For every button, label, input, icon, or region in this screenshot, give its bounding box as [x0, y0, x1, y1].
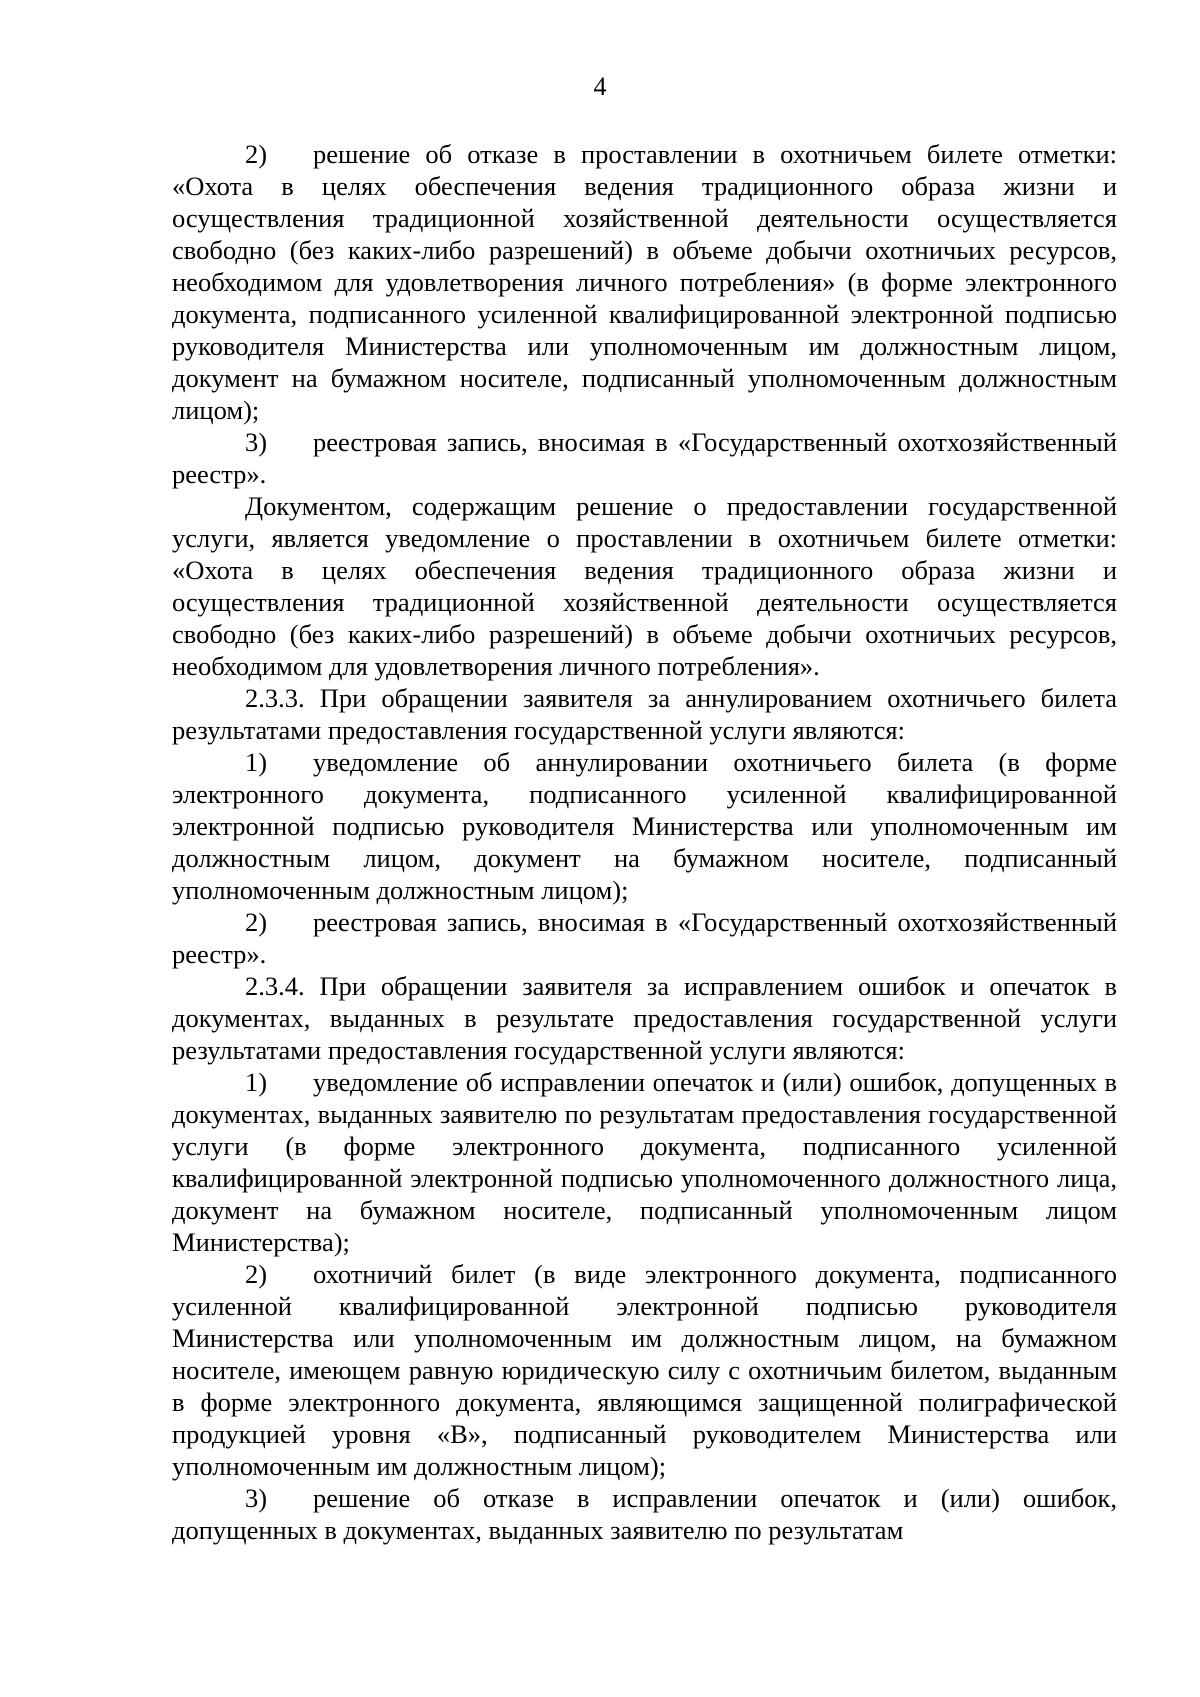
item-number: 1): [245, 1067, 268, 1097]
paragraph-text: реестровая запись, вносимая в «Государственный охотхозяйственный реестр».: [172, 907, 1117, 969]
paragraph-section-2-3-3: [172, 682, 1117, 746]
item-number: 2): [245, 1259, 268, 1289]
paragraph-section-2-3-4: [172, 970, 1117, 1066]
paragraph-text: 2.3.3. При обращении заявителя за аннулированием охотничьего билета результатами предоставления государственной услуги являются:: [172, 683, 1117, 745]
item-number: 2): [245, 907, 268, 937]
paragraph-text: решение об отказе в исправлении опечаток и (или) ошибок, допущенных в документах, выданных заявителю по результатам: [172, 1483, 1117, 1545]
paragraph-item-3-correction-refusal: [172, 1482, 1117, 1546]
item-number: 3): [245, 1483, 268, 1513]
paragraph-item-2-hunting-ticket: [172, 1258, 1117, 1482]
paragraph-text: уведомление об аннулировании охотничьего билета (в форме электронного документа, подписанного усиленной квалифицированной электронной подписью руководителя Министерства или уполномоченным им должностным лицом, документ на бумажном носителе, подписанный уполномоченным должностным лицом);: [172, 747, 1117, 905]
paragraph-decision-document: [172, 490, 1117, 682]
paragraph-item-3-registry: [172, 426, 1117, 490]
page-number: 4: [593, 72, 607, 101]
paragraph-text: решение об отказе в проставлении в охотничьем билете отметки: «Охота в целях обеспечения ведения традиционного образа жизни и осуществления традиционной хозяйственной деятельности осуществляется свободно (без каких-либо разрешений) в объеме добычи охотничьих ресурсов, необходимом для удовлетворения личного потребления» (в форме электронного документа, подписанного усиленной квалифицированной электронной подписью руководителя Министерства или уполномоченным им должностным лицом, документ на бумажном носителе, подписанный уполномоченным должностным лицом);: [172, 139, 1117, 425]
paragraph-text: реестровая запись, вносимая в «Государственный охотхозяйственный реестр».: [172, 427, 1117, 489]
item-number: 3): [245, 427, 268, 457]
item-number: 1): [245, 747, 268, 777]
item-number: 2): [245, 139, 268, 169]
paragraph-item-1-annulment-notice: [172, 746, 1117, 906]
document-body: [172, 138, 1117, 1546]
paragraph-item-1-correction-notice: [172, 1066, 1117, 1258]
paragraph-text: охотничий билет (в виде электронного документа, подписанного усиленной квалифицированной электронной подписью руководителя Министерства или уполномоченным им должностным лицом, на бумажном носителе, имеющем равную юридическую силу с охотничьим билетом, выданным в форме электронного документа, являющимся защищенной полиграфической продукцией уровня «В», подписанный руководителем Министерства или уполномоченным им должностным лицом);: [172, 1259, 1117, 1481]
paragraph-text: 2.3.4. При обращении заявителя за исправлением ошибок и опечаток в документах, выданных в результате предоставления государственной услуги результатами предоставления государственной услуги являются:: [172, 971, 1117, 1065]
paragraph-item-2-refusal: [172, 138, 1117, 426]
paragraph-text: уведомление об исправлении опечаток и (или) ошибок, допущенных в документах, выданных заявителю по результатам предоставления государственной услуги (в форме электронного документа, подписанного усиленной квалифицированной электронной подписью уполномоченного должностного лица, документ на бумажном носителе, подписанный уполномоченным лицом Министерства);: [172, 1067, 1117, 1257]
paragraph-text: Документом, содержащим решение о предоставлении государственной услуги, является уведомление о проставлении в охотничьем билете отметки: «Охота в целях обеспечения ведения традиционного образа жизни и осуществления традиционной хозяйственной деятельности осуществляется свободно (без каких-либо разрешений) в объеме добычи охотничьих ресурсов, необходимом для удовлетворения личного потребления».: [172, 491, 1117, 681]
paragraph-item-2-registry: [172, 906, 1117, 970]
